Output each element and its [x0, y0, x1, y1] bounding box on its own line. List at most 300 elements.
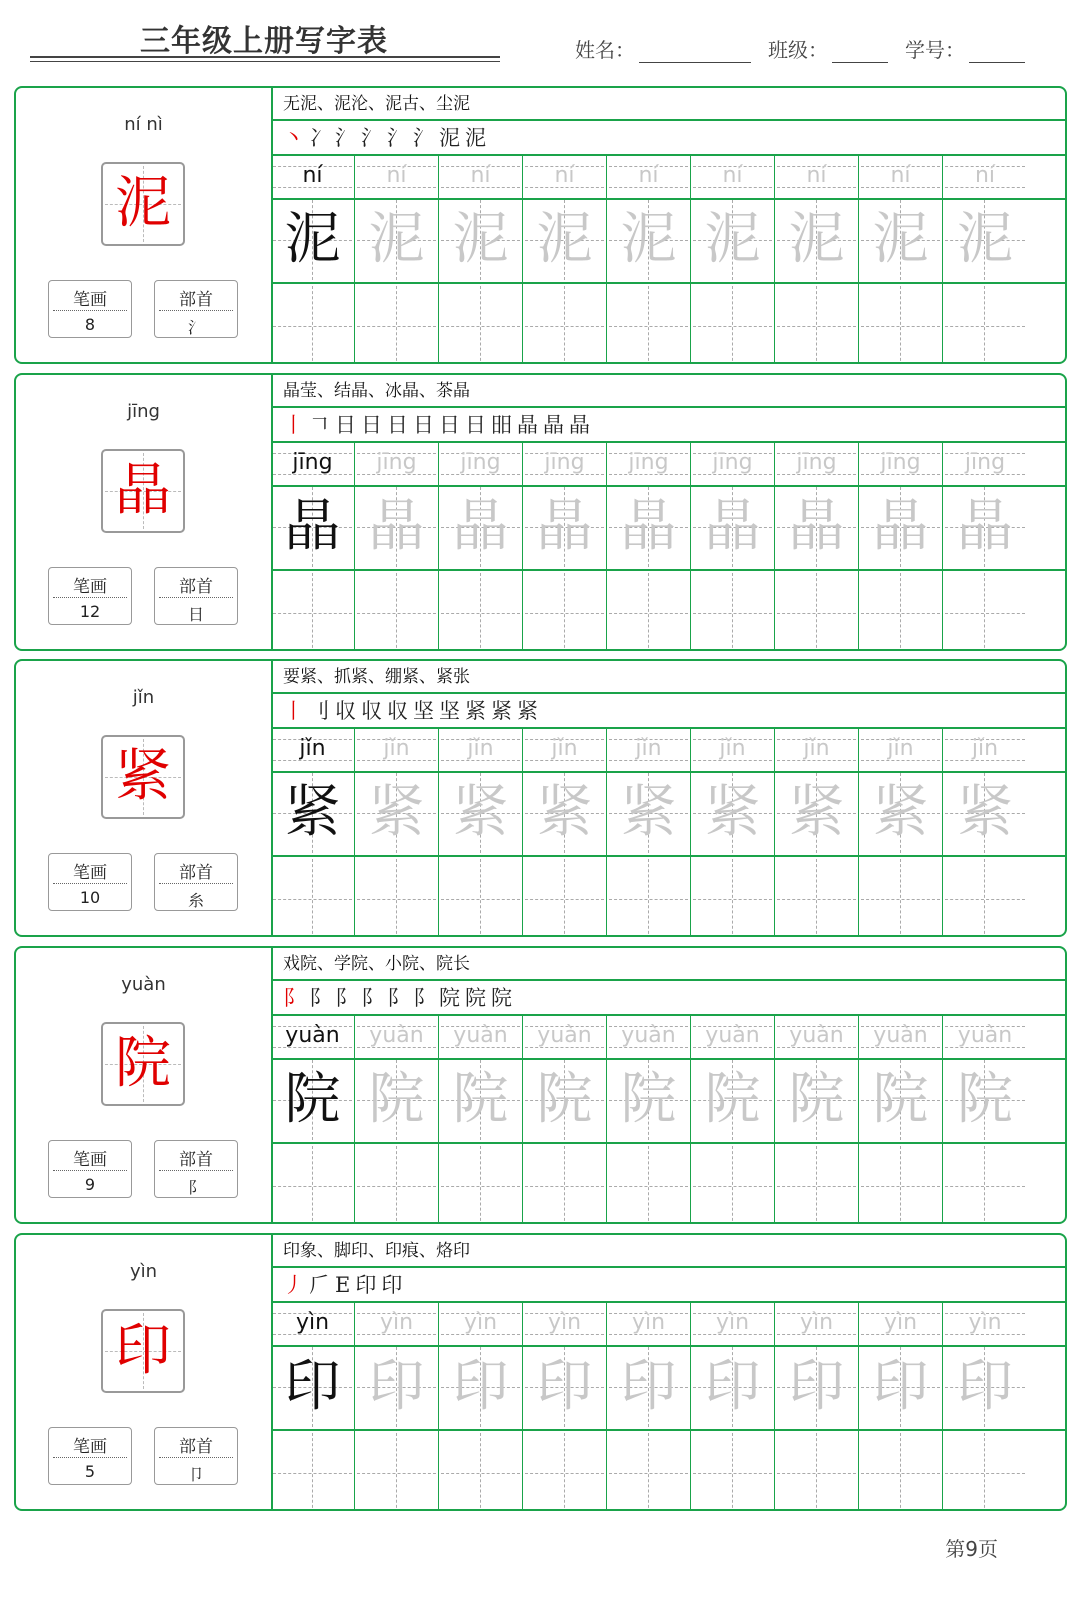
pinyin-cell[interactable]: [439, 1016, 523, 1058]
pinyin-trace: yuàn: [537, 1023, 592, 1048]
character-trace: 印: [620, 1354, 677, 1419]
character-cell[interactable]: [859, 771, 943, 855]
pinyin-cell[interactable]: [943, 729, 1027, 771]
blank-cell[interactable]: [775, 857, 859, 937]
character-cell[interactable]: [943, 771, 1027, 855]
pinyin-cell[interactable]: [607, 156, 691, 198]
character-trace: 院: [452, 1067, 509, 1132]
character-pinyin: jǐn: [132, 687, 155, 708]
pinyin-trace: jǐn: [887, 736, 914, 761]
pinyin-trace: yuàn: [453, 1023, 508, 1048]
pinyin-cell[interactable]: [523, 729, 607, 771]
character-cell[interactable]: [271, 485, 355, 569]
pinyin-trace: jīng: [880, 450, 921, 475]
blank-cell[interactable]: [691, 1431, 775, 1511]
character-trace: 院: [536, 1067, 593, 1132]
character-practice-row: [271, 771, 1065, 857]
stroke-step: 丶: [283, 126, 304, 150]
character-trace: 紧: [620, 780, 677, 845]
blank-cell[interactable]: [439, 571, 523, 651]
blank-cell[interactable]: [691, 1144, 775, 1224]
model-character-box: [101, 449, 185, 533]
stroke-step: 日: [335, 413, 356, 437]
stroke-count-box: [48, 280, 132, 338]
blank-cell[interactable]: [607, 571, 691, 651]
practice-panel: [271, 375, 1065, 649]
character-cell[interactable]: [775, 1058, 859, 1142]
character-cell[interactable]: [523, 485, 607, 569]
blank-cell[interactable]: [271, 571, 355, 651]
character-card: [14, 86, 1067, 364]
character-cell[interactable]: [943, 1345, 1027, 1429]
blank-cell[interactable]: [775, 571, 859, 651]
pinyin-trace: jǐn: [299, 736, 326, 761]
pinyin-cell[interactable]: [775, 443, 859, 485]
blank-cell[interactable]: [355, 1431, 439, 1511]
stroke-count-label: 笔画: [73, 1150, 107, 1170]
pinyin-cell[interactable]: [943, 1016, 1027, 1058]
pinyin-cell[interactable]: [859, 156, 943, 198]
blank-cell[interactable]: [859, 284, 943, 364]
model-character: 紧: [115, 744, 171, 809]
pinyin-trace: jǐn: [971, 736, 999, 761]
blank-cell[interactable]: [607, 1144, 691, 1224]
stroke-count-box: [48, 1427, 132, 1485]
character-cell[interactable]: [859, 1345, 943, 1429]
character-trace: 晶: [788, 494, 845, 559]
blank-cell[interactable]: [775, 284, 859, 364]
pinyin-cell[interactable]: [859, 443, 943, 485]
stroke-step: 日: [387, 413, 408, 437]
pinyin-cell[interactable]: [607, 729, 691, 771]
character-trace: 晶: [704, 494, 761, 559]
character-cell[interactable]: [439, 485, 523, 569]
blank-cell[interactable]: [775, 1431, 859, 1511]
pinyin-cell[interactable]: [439, 729, 523, 771]
title-underline-thin: [30, 61, 500, 62]
radical-box: [154, 567, 238, 625]
character-cell[interactable]: [943, 1058, 1027, 1142]
pinyin-cell[interactable]: [607, 1016, 691, 1058]
pinyin-cell[interactable]: [523, 443, 607, 485]
stroke-count-box: [48, 567, 132, 625]
radical-box: [154, 280, 238, 338]
stroke-step: 院: [491, 986, 512, 1010]
pinyin-cell[interactable]: [523, 156, 607, 198]
character-trace: 紧: [536, 780, 593, 845]
blank-cell[interactable]: [271, 284, 355, 364]
pinyin-trace: jīng: [376, 450, 417, 475]
pinyin-cell[interactable]: [271, 156, 355, 198]
character-trace: 印: [788, 1354, 845, 1419]
character-cell[interactable]: [271, 1058, 355, 1142]
character-cell[interactable]: [439, 198, 523, 282]
stroke-step: 院: [439, 986, 460, 1010]
pinyin-cell[interactable]: [271, 443, 355, 485]
stroke-count-label: 笔画: [73, 863, 107, 883]
stroke-count-label: 笔画: [73, 290, 107, 310]
blank-cell[interactable]: [523, 857, 607, 937]
pinyin-trace: yìn: [547, 1310, 582, 1335]
pinyin-trace: yìn: [463, 1310, 498, 1335]
character-trace: 泥: [872, 207, 929, 272]
pinyin-cell[interactable]: [355, 729, 439, 771]
blank-cell[interactable]: [691, 857, 775, 937]
practice-panel: [271, 1235, 1065, 1509]
pinyin-cell[interactable]: [355, 156, 439, 198]
character-trace: 泥: [536, 207, 593, 272]
character-cell[interactable]: [523, 198, 607, 282]
character-practice-row: [271, 1058, 1065, 1144]
pinyin-cell[interactable]: [775, 729, 859, 771]
stroke-step: 日: [361, 413, 382, 437]
pinyin-cell[interactable]: [439, 443, 523, 485]
pinyin-cell[interactable]: [775, 156, 859, 198]
blank-cell[interactable]: [859, 1431, 943, 1511]
stroke-order-row: [271, 121, 1065, 156]
model-character-box: [101, 1022, 185, 1106]
pinyin-trace: jǐn: [383, 736, 410, 761]
blank-cell[interactable]: [523, 1431, 607, 1511]
pinyin-cell[interactable]: [943, 156, 1027, 198]
blank-cell[interactable]: [859, 857, 943, 937]
character-trace: 晶: [284, 494, 341, 559]
radical-value: 氵: [187, 318, 204, 337]
character-trace: 院: [788, 1067, 845, 1132]
character-info-panel: [16, 88, 273, 362]
character-trace: 院: [872, 1067, 929, 1132]
character-cell[interactable]: [607, 1058, 691, 1142]
character-cell[interactable]: [775, 771, 859, 855]
radical-box: [154, 853, 238, 911]
model-character-box: [101, 162, 185, 246]
character-trace: 晶: [368, 494, 425, 559]
blank-cell[interactable]: [607, 284, 691, 364]
stroke-step: 阝: [335, 986, 356, 1010]
character-cell[interactable]: [439, 1058, 523, 1142]
pinyin-trace: ní: [470, 163, 491, 188]
radical-box: [154, 1140, 238, 1198]
radical-label: 部首: [179, 290, 213, 310]
number-field[interactable]: [905, 34, 1025, 63]
pinyin-cell[interactable]: [859, 1303, 943, 1345]
pinyin-cell[interactable]: [439, 1303, 523, 1345]
character-cell[interactable]: [355, 771, 439, 855]
character-cell[interactable]: [943, 198, 1027, 282]
example-words: 戏院、学院、小院、院长: [271, 948, 1065, 981]
stroke-count-value: 9: [84, 1175, 96, 1194]
character-trace: 院: [368, 1067, 425, 1132]
character-pinyin: ní nì: [124, 114, 163, 135]
pinyin-trace: ní: [638, 163, 659, 188]
character-cell[interactable]: [775, 1345, 859, 1429]
character-cell[interactable]: [271, 198, 355, 282]
blank-cell[interactable]: [355, 284, 439, 364]
pinyin-cell[interactable]: [859, 729, 943, 771]
blank-cell[interactable]: [523, 284, 607, 364]
character-cell[interactable]: [607, 1345, 691, 1429]
pinyin-cell[interactable]: [607, 443, 691, 485]
character-cell[interactable]: [775, 485, 859, 569]
character-card: [14, 946, 1067, 1224]
stroke-step: 𠂆: [309, 1273, 330, 1297]
stroke-order-row: [271, 1268, 1065, 1303]
pinyin-cell[interactable]: [691, 156, 775, 198]
example-words: 晶莹、结晶、冰晶、茶晶: [271, 375, 1065, 408]
blank-cell[interactable]: [355, 857, 439, 937]
stroke-step: 坚: [439, 699, 460, 723]
stroke-step: 日: [413, 413, 434, 437]
blank-cell[interactable]: [439, 1431, 523, 1511]
blank-cell[interactable]: [691, 571, 775, 651]
pinyin-trace: ní: [806, 163, 827, 188]
number-blank[interactable]: [969, 42, 1025, 63]
character-trace: 院: [620, 1067, 677, 1132]
class-blank[interactable]: [832, 42, 888, 63]
character-cell[interactable]: [355, 198, 439, 282]
worksheet-header: [0, 0, 1080, 80]
pinyin-trace: jīng: [712, 450, 753, 475]
stroke-count-box: [48, 1140, 132, 1198]
character-card: [14, 1233, 1067, 1511]
blank-cell[interactable]: [439, 1144, 523, 1224]
character-trace: 印: [284, 1354, 341, 1419]
character-trace: 紧: [957, 780, 1013, 845]
pinyin-trace: jǐn: [551, 736, 578, 761]
stroke-step: 丨: [283, 413, 304, 437]
pinyin-trace: yuàn: [789, 1023, 844, 1048]
character-practice-row: [271, 1345, 1065, 1431]
pinyin-practice-row: [271, 443, 1065, 487]
class-label: 班级：: [768, 38, 828, 62]
stroke-step: 阝: [283, 986, 304, 1010]
character-trace: 紧: [704, 780, 761, 845]
blank-cell[interactable]: [943, 284, 1027, 364]
character-trace: 院: [284, 1067, 341, 1132]
pinyin-trace: yuàn: [873, 1023, 928, 1048]
stroke-order-row: [271, 408, 1065, 443]
character-cell[interactable]: [691, 198, 775, 282]
blank-cell[interactable]: [859, 571, 943, 651]
character-info-panel: [16, 375, 273, 649]
character-trace: 晶: [620, 494, 677, 559]
blank-cell[interactable]: [607, 857, 691, 937]
pinyin-cell[interactable]: [775, 1303, 859, 1345]
pinyin-cell[interactable]: [523, 1016, 607, 1058]
stroke-step: 丨: [283, 699, 304, 723]
character-cell[interactable]: [859, 1058, 943, 1142]
radical-value: 糸: [187, 891, 204, 910]
character-cell[interactable]: [271, 771, 355, 855]
pinyin-cell[interactable]: [691, 443, 775, 485]
pinyin-trace: jǐn: [803, 736, 830, 761]
character-cell[interactable]: [691, 1058, 775, 1142]
stroke-step: 収: [387, 699, 408, 723]
pinyin-cell[interactable]: [943, 1303, 1027, 1345]
character-cell[interactable]: [607, 771, 691, 855]
pinyin-cell[interactable]: [271, 1016, 355, 1058]
blank-cell[interactable]: [691, 284, 775, 364]
pinyin-trace: yuàn: [285, 1023, 340, 1048]
pinyin-trace: jīng: [292, 450, 333, 475]
pinyin-cell[interactable]: [775, 1016, 859, 1058]
pinyin-cell[interactable]: [355, 1303, 439, 1345]
pinyin-trace: jǐn: [719, 736, 746, 761]
stroke-step: 阝: [309, 986, 330, 1010]
stroke-step: 氵: [361, 126, 382, 150]
character-info-panel: [16, 948, 273, 1222]
character-cell[interactable]: [691, 485, 775, 569]
character-trace: 晶: [872, 494, 929, 559]
blank-practice-row: [271, 857, 1065, 937]
blank-cell[interactable]: [271, 857, 355, 937]
character-cell[interactable]: [439, 771, 523, 855]
character-cell[interactable]: [943, 485, 1027, 569]
model-character-box: [101, 1309, 185, 1393]
pinyin-trace: jīng: [544, 450, 585, 475]
character-cell[interactable]: [859, 198, 943, 282]
pinyin-trace: yuàn: [369, 1023, 424, 1048]
character-cell[interactable]: [355, 485, 439, 569]
blank-cell[interactable]: [859, 1144, 943, 1224]
pinyin-cell[interactable]: [607, 1303, 691, 1345]
pinyin-trace: yìn: [295, 1310, 330, 1335]
character-trace: 泥: [704, 207, 761, 272]
stroke-step: 印: [355, 1273, 377, 1297]
radical-label: 部首: [179, 577, 213, 597]
pinyin-cell[interactable]: [943, 443, 1027, 485]
model-character: 泥: [115, 171, 171, 236]
blank-cell[interactable]: [523, 571, 607, 651]
blank-cell[interactable]: [943, 857, 1027, 937]
stroke-step: 晶: [569, 413, 590, 437]
character-trace: 泥: [957, 207, 1013, 272]
pinyin-trace: yuàn: [957, 1023, 1013, 1048]
character-pinyin: jīng: [127, 401, 160, 422]
stroke-step: 晶: [543, 413, 564, 437]
pinyin-trace: yìn: [715, 1310, 750, 1335]
pinyin-cell[interactable]: [691, 1016, 775, 1058]
pinyin-cell[interactable]: [271, 729, 355, 771]
pinyin-cell[interactable]: [691, 729, 775, 771]
pinyin-practice-row: [271, 729, 1065, 773]
radical-label: 部首: [179, 863, 213, 883]
blank-cell[interactable]: [439, 857, 523, 937]
stroke-step: 紧: [465, 699, 486, 723]
radical-value: 日: [187, 605, 204, 624]
title-underline: [30, 56, 500, 58]
pinyin-trace: ní: [554, 163, 575, 188]
blank-practice-row: [271, 1144, 1065, 1224]
model-character-box: [101, 735, 185, 819]
stroke-step: 氵: [413, 126, 434, 150]
character-trace: 晶: [536, 494, 593, 559]
pinyin-practice-row: [271, 156, 1065, 200]
stroke-step: 氵: [335, 126, 356, 150]
stroke-order-row: [271, 981, 1065, 1016]
practice-panel: [271, 948, 1065, 1222]
model-character: 晶: [115, 458, 171, 523]
blank-cell[interactable]: [355, 571, 439, 651]
pinyin-cell[interactable]: [859, 1016, 943, 1058]
pinyin-cell[interactable]: [355, 443, 439, 485]
pinyin-cell[interactable]: [271, 1303, 355, 1345]
blank-cell[interactable]: [943, 1144, 1027, 1224]
character-trace: 紧: [284, 780, 341, 845]
radical-label: 部首: [179, 1150, 213, 1170]
character-cell[interactable]: [691, 771, 775, 855]
character-cell[interactable]: [607, 485, 691, 569]
radical-value: 卩: [187, 1465, 204, 1484]
character-cell[interactable]: [859, 485, 943, 569]
character-cell[interactable]: [439, 1345, 523, 1429]
pinyin-cell[interactable]: [691, 1303, 775, 1345]
character-cell[interactable]: [523, 1058, 607, 1142]
blank-cell[interactable]: [355, 1144, 439, 1224]
character-trace: 泥: [284, 207, 341, 272]
stroke-step: 冫: [309, 126, 330, 150]
class-field[interactable]: [768, 34, 888, 63]
stroke-count-label: 笔画: [73, 577, 107, 597]
character-trace: 晶: [957, 494, 1013, 559]
blank-cell[interactable]: [943, 571, 1027, 651]
character-cell[interactable]: [523, 771, 607, 855]
stroke-step: 紧: [491, 699, 512, 723]
stroke-step: 氵: [387, 126, 408, 150]
character-trace: 紧: [452, 780, 509, 845]
character-trace: 紧: [788, 780, 845, 845]
pinyin-cell[interactable]: [439, 156, 523, 198]
blank-cell[interactable]: [943, 1431, 1027, 1511]
character-cell[interactable]: [607, 198, 691, 282]
blank-cell[interactable]: [607, 1431, 691, 1511]
character-card: [14, 373, 1067, 651]
character-trace: 泥: [788, 207, 845, 272]
stroke-step: 𠃍: [309, 413, 330, 437]
model-character: 院: [115, 1031, 171, 1096]
radical-value: 阝: [187, 1178, 204, 1197]
stroke-step: 泥: [439, 126, 460, 150]
pinyin-cell[interactable]: [355, 1016, 439, 1058]
practice-panel: [271, 661, 1065, 935]
character-cell[interactable]: [355, 1058, 439, 1142]
blank-cell[interactable]: [271, 1144, 355, 1224]
character-cell[interactable]: [355, 1345, 439, 1429]
pinyin-cell[interactable]: [523, 1303, 607, 1345]
character-cell[interactable]: [271, 1345, 355, 1429]
character-info-panel: [16, 1235, 273, 1509]
character-trace: 院: [957, 1067, 1013, 1132]
character-cell[interactable]: [523, 1345, 607, 1429]
name-field[interactable]: [575, 34, 751, 63]
blank-cell[interactable]: [775, 1144, 859, 1224]
example-words: 要紧、抓紧、绷紧、紧张: [271, 661, 1065, 694]
blank-cell[interactable]: [271, 1431, 355, 1511]
character-card: [14, 659, 1067, 937]
stroke-step: 阝: [387, 986, 408, 1010]
pinyin-trace: ní: [302, 163, 323, 188]
character-cell[interactable]: [691, 1345, 775, 1429]
pinyin-practice-row: [271, 1303, 1065, 1347]
stroke-count-box: [48, 853, 132, 911]
blank-cell[interactable]: [523, 1144, 607, 1224]
name-blank[interactable]: [639, 42, 751, 63]
blank-cell[interactable]: [439, 284, 523, 364]
pinyin-trace: ní: [974, 163, 996, 188]
stroke-count-value: 8: [84, 315, 96, 334]
character-cell[interactable]: [775, 198, 859, 282]
character-trace: 印: [536, 1354, 593, 1419]
